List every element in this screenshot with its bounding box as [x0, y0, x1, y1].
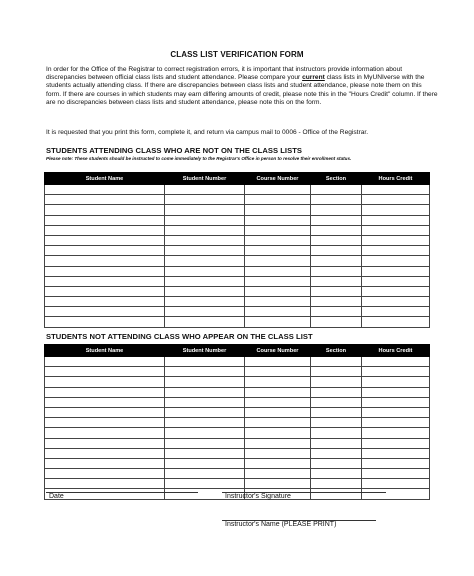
form-title: CLASS LIST VERIFICATION FORM: [170, 50, 304, 59]
table-row: [45, 317, 430, 327]
table-cell[interactable]: [362, 225, 430, 235]
table-cell[interactable]: [45, 246, 165, 256]
intro-text-end: class lists in MyUNIverse with the students actually attending class. If there are discrepancies between class lists and student attendance, please note them on this form. If there are courses in which students may earn differing amounts of credit, please note this in the "Hours Credit" column. If there are no discrepancies between class lists and student attendance, please note this on the form.: [46, 74, 438, 106]
intro-paragraph: [46, 66, 438, 107]
table-cell[interactable]: [45, 235, 165, 245]
table-cell[interactable]: [245, 428, 311, 438]
table-cell[interactable]: [245, 266, 311, 276]
table-cell[interactable]: [45, 479, 165, 489]
table-cell[interactable]: [245, 448, 311, 458]
table-cell[interactable]: [165, 458, 245, 468]
table-row: [45, 256, 430, 266]
table-cell[interactable]: [45, 418, 165, 428]
table-cell[interactable]: [362, 479, 430, 489]
table-cell[interactable]: [165, 215, 245, 225]
table-cell[interactable]: [311, 297, 362, 307]
table-cell[interactable]: [165, 195, 245, 205]
table-cell[interactable]: [165, 407, 245, 417]
table-row: [45, 246, 430, 256]
table-cell[interactable]: [245, 235, 311, 245]
table-cell[interactable]: [165, 256, 245, 266]
table-cell[interactable]: [362, 317, 430, 327]
table-cell[interactable]: [245, 397, 311, 407]
table-row: [45, 215, 430, 225]
table-row: [45, 397, 430, 407]
table-cell[interactable]: [362, 377, 430, 387]
table-cell[interactable]: [245, 469, 311, 479]
table-cell[interactable]: [45, 276, 165, 286]
table-cell[interactable]: [362, 307, 430, 317]
attending-section-heading: STUDENTS ATTENDING CLASS WHO ARE NOT ON THE CLASS LISTS: [46, 146, 303, 155]
date-label: Date: [49, 493, 64, 500]
table-cell[interactable]: [362, 397, 430, 407]
table-cell[interactable]: [362, 185, 430, 195]
table-cell[interactable]: [45, 297, 165, 307]
table-cell[interactable]: [311, 397, 362, 407]
table-row: [45, 185, 430, 195]
table-cell[interactable]: [311, 276, 362, 286]
table-cell[interactable]: [245, 418, 311, 428]
table-cell[interactable]: [45, 225, 165, 235]
table-cell[interactable]: [165, 246, 245, 256]
table-cell[interactable]: [165, 367, 245, 377]
table-cell[interactable]: [45, 458, 165, 468]
table-cell[interactable]: [45, 266, 165, 276]
table-cell[interactable]: [45, 428, 165, 438]
table-row: [45, 286, 430, 296]
column-header-hours-credit: Hours Credit: [362, 173, 430, 185]
table-cell[interactable]: [245, 256, 311, 266]
table-cell[interactable]: [165, 448, 245, 458]
table-cell[interactable]: [311, 418, 362, 428]
date-line[interactable]: [46, 492, 198, 493]
table-row: [45, 407, 430, 417]
table-cell[interactable]: [165, 205, 245, 215]
table-row: [45, 428, 430, 438]
table-cell[interactable]: [165, 377, 245, 387]
table-cell[interactable]: [245, 458, 311, 468]
table-cell[interactable]: [311, 317, 362, 327]
table-cell[interactable]: [245, 407, 311, 417]
column-header-course-number: Course Number: [245, 173, 311, 185]
table-row: [45, 438, 430, 448]
table-row: [45, 377, 430, 387]
table-cell[interactable]: [165, 235, 245, 245]
table-cell[interactable]: [165, 225, 245, 235]
table-cell[interactable]: [165, 479, 245, 489]
table-header-row: [45, 345, 430, 357]
table-cell[interactable]: [245, 286, 311, 296]
table-cell[interactable]: [45, 387, 165, 397]
table-cell[interactable]: [362, 205, 430, 215]
table-cell[interactable]: [45, 185, 165, 195]
table-cell[interactable]: [165, 297, 245, 307]
table-cell[interactable]: [311, 246, 362, 256]
table-cell[interactable]: [45, 215, 165, 225]
table-row: [45, 235, 430, 245]
table-cell[interactable]: [311, 438, 362, 448]
table-row: [45, 266, 430, 276]
attending-section-note: Please note: These students should be instructed to come immediately to the Registrar's Office in person to resolve their enrollment status.: [46, 156, 352, 161]
table-cell[interactable]: [311, 266, 362, 276]
table-cell[interactable]: [45, 307, 165, 317]
table-cell[interactable]: [245, 438, 311, 448]
table-cell[interactable]: [311, 448, 362, 458]
table-cell[interactable]: [245, 246, 311, 256]
table-cell[interactable]: [45, 397, 165, 407]
table-cell[interactable]: [311, 205, 362, 215]
table-row: [45, 205, 430, 215]
table-cell[interactable]: [311, 377, 362, 387]
table-cell[interactable]: [165, 307, 245, 317]
table-cell[interactable]: [311, 387, 362, 397]
table-cell[interactable]: [45, 317, 165, 327]
table-cell[interactable]: [45, 286, 165, 296]
table-cell[interactable]: [362, 367, 430, 377]
table-cell[interactable]: [311, 489, 362, 499]
table-cell[interactable]: [45, 377, 165, 387]
column-header-section: Section: [311, 345, 362, 357]
table-cell[interactable]: [311, 407, 362, 417]
table-cell[interactable]: [311, 256, 362, 266]
attending-table-body: [45, 185, 430, 328]
attending-students-table: [44, 172, 430, 328]
table-row: [45, 387, 430, 397]
table-row: [45, 458, 430, 468]
table-row: [45, 479, 430, 489]
column-header-course-number: Course Number: [245, 345, 311, 357]
table-cell[interactable]: [245, 185, 311, 195]
table-cell[interactable]: [311, 479, 362, 489]
table-cell[interactable]: [362, 357, 430, 367]
table-row: [45, 225, 430, 235]
column-header-student-number: Student Number: [165, 173, 245, 185]
table-cell[interactable]: [362, 448, 430, 458]
column-header-student-number: Student Number: [165, 345, 245, 357]
table-row: [45, 307, 430, 317]
table-cell[interactable]: [45, 407, 165, 417]
table-cell[interactable]: [165, 397, 245, 407]
table-cell[interactable]: [311, 469, 362, 479]
table-cell[interactable]: [362, 387, 430, 397]
instructor-name-label: Instructor's Name (PLEASE PRINT): [225, 521, 337, 528]
not-attending-section-heading: STUDENTS NOT ATTENDING CLASS WHO APPEAR ON THE CLASS LIST: [46, 332, 313, 341]
table-cell[interactable]: [165, 185, 245, 195]
table-cell[interactable]: [165, 286, 245, 296]
table-cell[interactable]: [362, 438, 430, 448]
table-cell[interactable]: [45, 469, 165, 479]
table-cell[interactable]: [45, 195, 165, 205]
table-cell[interactable]: [245, 205, 311, 215]
column-header-student-name: Student Name: [45, 345, 165, 357]
table-row: [45, 276, 430, 286]
table-cell[interactable]: [362, 407, 430, 417]
table-cell[interactable]: [165, 276, 245, 286]
table-cell[interactable]: [362, 266, 430, 276]
table-cell[interactable]: [245, 317, 311, 327]
table-cell[interactable]: [45, 357, 165, 367]
table-cell[interactable]: [245, 195, 311, 205]
table-cell[interactable]: [362, 428, 430, 438]
table-cell[interactable]: [165, 428, 245, 438]
table-row: [45, 469, 430, 479]
table-cell[interactable]: [245, 377, 311, 387]
table-row: [45, 448, 430, 458]
table-cell[interactable]: [362, 297, 430, 307]
table-cell[interactable]: [311, 458, 362, 468]
table-cell[interactable]: [245, 367, 311, 377]
table-cell[interactable]: [245, 307, 311, 317]
table-cell[interactable]: [362, 286, 430, 296]
table-cell[interactable]: [165, 469, 245, 479]
table-cell[interactable]: [45, 438, 165, 448]
table-cell[interactable]: [245, 357, 311, 367]
not-attending-students-table: [44, 344, 430, 500]
table-cell[interactable]: [311, 195, 362, 205]
table-cell[interactable]: [245, 479, 311, 489]
request-paragraph: It is requested that you print this form, complete it, and return via campus mail to 0006 - Office of the Registrar.: [46, 129, 369, 136]
table-cell[interactable]: [362, 235, 430, 245]
table-row: [45, 297, 430, 307]
table-cell[interactable]: [311, 235, 362, 245]
table-cell[interactable]: [311, 307, 362, 317]
table-cell[interactable]: [165, 317, 245, 327]
table-cell[interactable]: [311, 286, 362, 296]
table-cell[interactable]: [362, 246, 430, 256]
table-cell[interactable]: [45, 448, 165, 458]
table-cell[interactable]: [311, 367, 362, 377]
column-header-section: Section: [311, 173, 362, 185]
table-cell[interactable]: [45, 205, 165, 215]
table-cell[interactable]: [311, 225, 362, 235]
table-cell[interactable]: [362, 195, 430, 205]
table-cell[interactable]: [362, 215, 430, 225]
intro-text-start: In order for the Office of the Registrar to correct registration errors, it is important that instructors provide information about discrepancies between official class lists and student attendance. Please compare your: [46, 66, 403, 82]
table-cell[interactable]: [245, 225, 311, 235]
table-cell[interactable]: [245, 297, 311, 307]
instructor-signature-label: Instructor's Signature: [225, 493, 291, 500]
table-cell[interactable]: [311, 357, 362, 367]
table-row: [45, 357, 430, 367]
table-cell[interactable]: [45, 367, 165, 377]
table-cell[interactable]: [165, 418, 245, 428]
table-row: [45, 418, 430, 428]
table-cell[interactable]: [362, 418, 430, 428]
table-cell[interactable]: [362, 489, 430, 499]
table-cell[interactable]: [165, 438, 245, 448]
table-cell[interactable]: [311, 428, 362, 438]
table-cell[interactable]: [245, 276, 311, 286]
table-row: [45, 367, 430, 377]
intro-current-emphasis: current: [302, 74, 325, 82]
table-header-row: [45, 173, 430, 185]
table-cell[interactable]: [362, 276, 430, 286]
table-cell[interactable]: [165, 266, 245, 276]
table-cell[interactable]: [311, 215, 362, 225]
table-cell[interactable]: [311, 185, 362, 195]
table-cell[interactable]: [45, 256, 165, 266]
table-cell[interactable]: [165, 357, 245, 367]
table-cell[interactable]: [245, 215, 311, 225]
table-cell[interactable]: [362, 256, 430, 266]
table-cell[interactable]: [362, 469, 430, 479]
not-attending-table-body: [45, 357, 430, 500]
table-cell[interactable]: [362, 458, 430, 468]
table-cell[interactable]: [245, 387, 311, 397]
table-row: [45, 195, 430, 205]
column-header-student-name: Student Name: [45, 173, 165, 185]
column-header-hours-credit: Hours Credit: [362, 345, 430, 357]
table-cell[interactable]: [165, 387, 245, 397]
